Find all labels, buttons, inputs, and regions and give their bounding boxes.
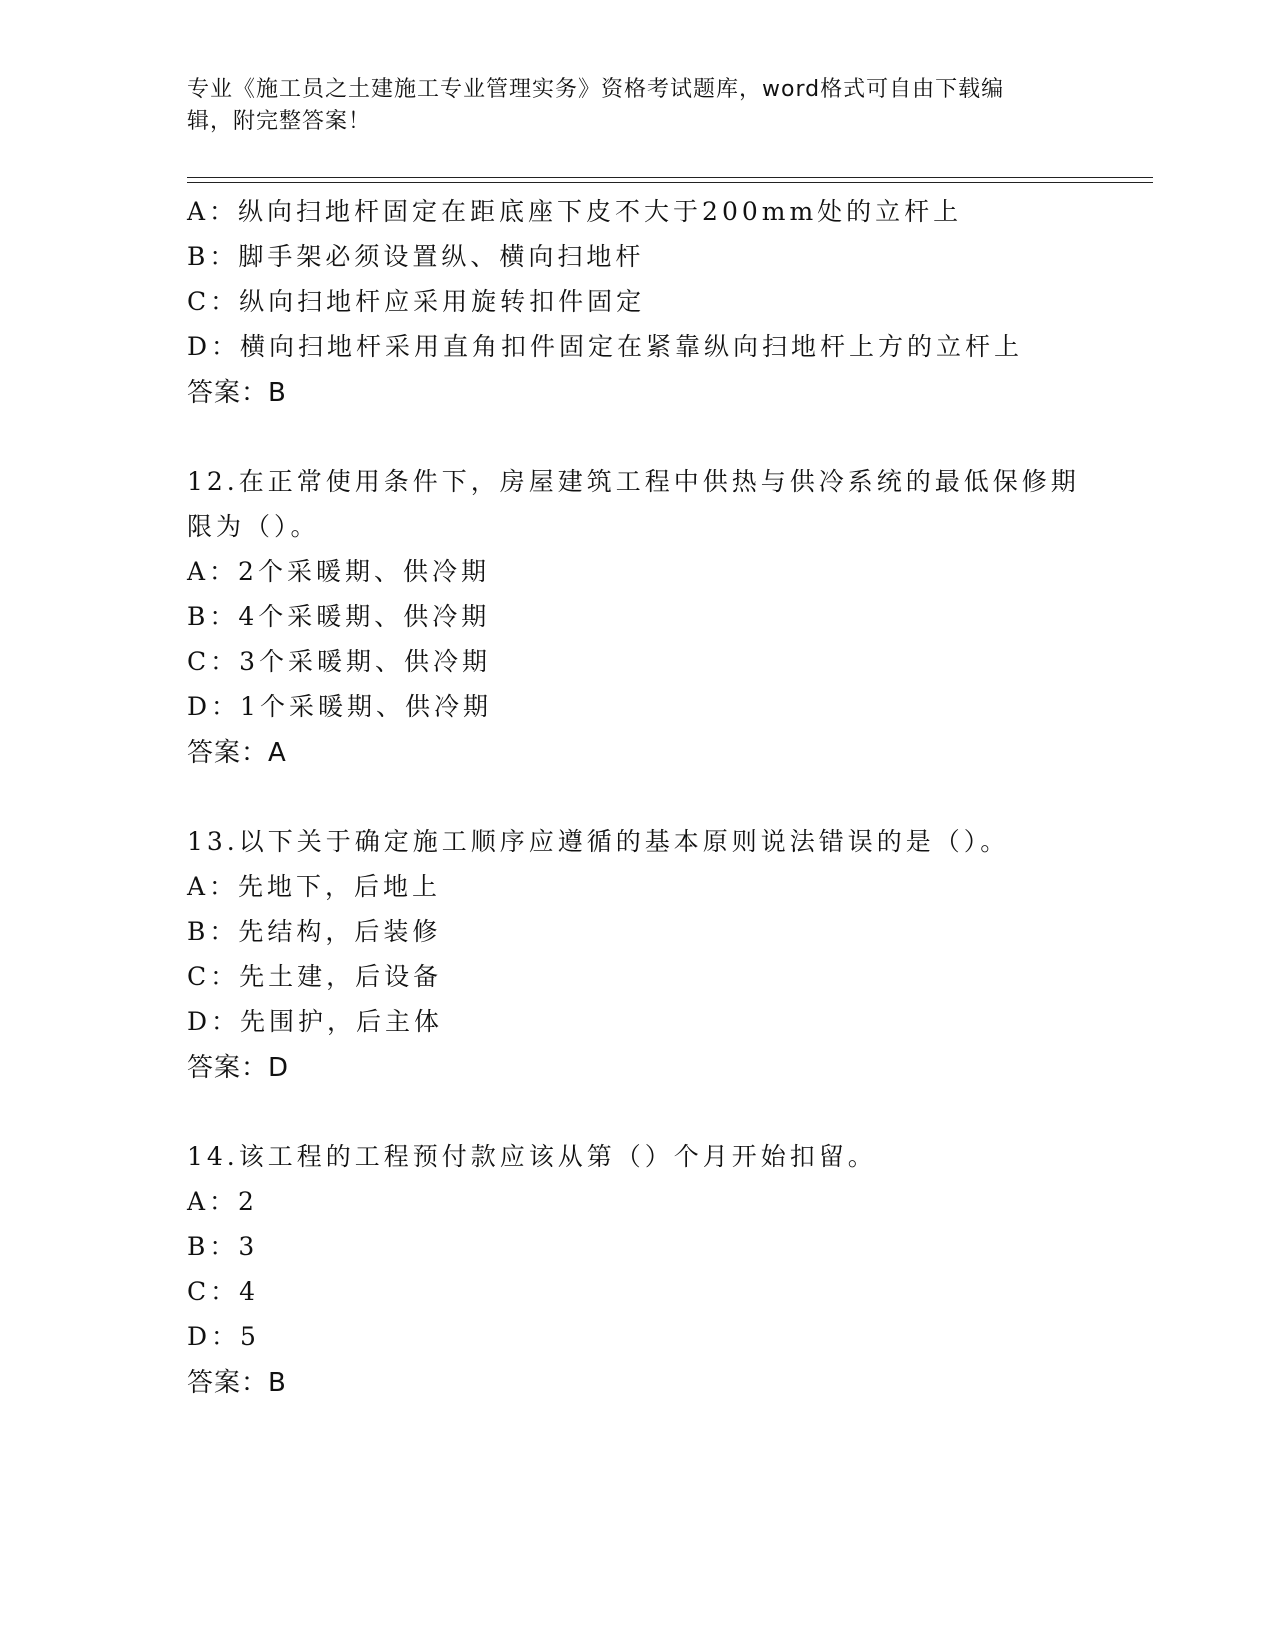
question-12-option-d: D：1个采暖期、供冷期 (187, 692, 492, 721)
question-13-option-c: C：先土建，后设备 (187, 962, 443, 991)
question-12-option-a: A：2个采暖期、供冷期 (187, 557, 490, 586)
question-12-option-b: B：4个采暖期、供冷期 (187, 602, 491, 631)
question-14-stem: 14.该工程的工程预付款应该从第（）个月开始扣留。 (187, 1142, 877, 1171)
question-12-option-c: C：3个采暖期、供冷期 (187, 647, 492, 676)
document-header (187, 74, 1067, 138)
header-divider-top (187, 177, 1153, 178)
answer: 答案：B (187, 378, 287, 408)
option-c: C：纵向扫地杆应采用旋转扣件固定 (187, 287, 646, 316)
option-d: D：横向扫地杆采用直角扣件固定在紧靠纵向扫地杆上方的立杆上 (187, 332, 1024, 361)
question-14-option-a: A：2 (187, 1187, 258, 1216)
question-12-stem-line-2: 限为（）。 (187, 512, 320, 541)
question-13-stem: 13.以下关于确定施工顺序应遵循的基本原则说法错误的是（）。 (187, 827, 1010, 856)
question-14-option-c: C：4 (187, 1277, 260, 1306)
question-14-answer: 答案：B (187, 1368, 287, 1398)
header-title-line-2: 辑，附完整答案！ (187, 109, 372, 134)
question-12-stem-line-1: 12.在正常使用条件下，房屋建筑工程中供热与供冷系统的最低保修期 (187, 467, 1080, 496)
header-title-line-1: 专业《施工员之土建施工专业管理实务》资格考试题库，word格式可自由下载编 (187, 77, 1005, 102)
question-14-option-d: D：5 (187, 1322, 260, 1351)
question-13-option-b: B：先结构，后装修 (187, 917, 442, 946)
option-b: B：脚手架必须设置纵、横向扫地杆 (187, 242, 645, 271)
header-divider-bottom (187, 182, 1153, 183)
question-14-option-b: B：3 (187, 1232, 259, 1261)
question-13-answer: 答案：D (187, 1053, 290, 1083)
question-13-option-d: D：先围护，后主体 (187, 1007, 444, 1036)
question-12-answer: 答案：A (187, 738, 287, 768)
question-13-option-a: A：先地下，后地上 (187, 872, 442, 901)
option-a: A：纵向扫地杆固定在距底座下皮不大于200mm处的立杆上 (187, 197, 963, 226)
